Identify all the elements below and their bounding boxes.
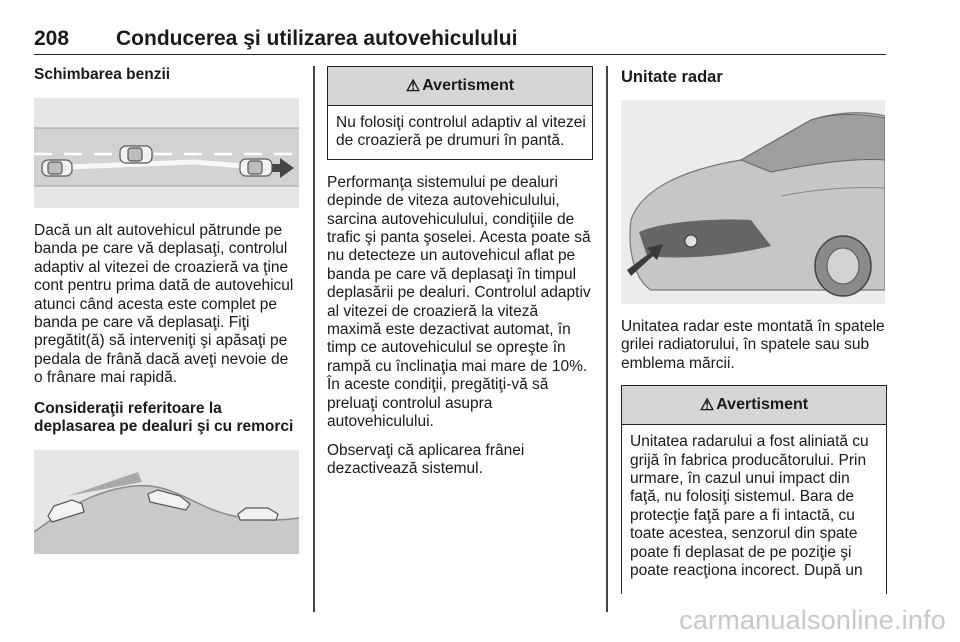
column-3 — [621, 66, 887, 594]
warning-box-radar — [621, 385, 887, 594]
brake-note-paragraph: Observaţi că aplicarea frânei dezactivează sistemul. — [327, 441, 525, 477]
lane-change-paragraph: Dacă un alt autovehicul pătrunde pe banda pe care vă deplasaţi, controlul adaptiv al vitezei de croazieră va ţine cont pentru prima dată de autovehicul atunci când acesta este complet pe banda pe care vă deplasaţi. Fiţi pregătit(ă) să interveniţi şi apăsaţi pe pedala de frână dacă aveţi nevoie de o frânare mai rapidă. — [34, 222, 294, 387]
warning-header — [328, 67, 592, 106]
warning-box-hills — [327, 66, 593, 160]
column-divider — [313, 66, 315, 612]
hill-performance-paragraph: Performanţa sistemului pe dealuri depinde de viteza autovehiculului, sarcina autovehiculului, condiţiile de trafic şi panta şoselei. Acesta poate să nu detecteze un autovehicul aflat pe banda pe care vă deplasaţi în timpul deplasării pe dealuri. Controlul adaptiv al vitezei de croazieră la viteză maximă este dezactivat automat, în timp ce autovehiculul se opreşte în rampă cu înclinaţia mai mare de 10%. În aceste condiţii, pregătiţi-vă să preluaţi controlul asupra autovehiculului. — [327, 173, 591, 431]
warning-triangle-icon: ⚠ — [699, 397, 715, 415]
warning-header — [622, 386, 886, 425]
column-divider — [606, 66, 608, 612]
page-header — [34, 24, 886, 55]
car-icon — [238, 508, 278, 520]
column-2 — [327, 66, 593, 478]
car-icon — [240, 159, 272, 176]
warning-title: Avertisment — [716, 396, 809, 414]
page-number: 208 — [34, 27, 70, 50]
warning-text: Nu folosiţi controlul adaptiv al vitezei de croazieră pe drumuri în pantă. — [336, 114, 586, 150]
section-heading-lane-change: Schimbarea benzii — [34, 66, 171, 83]
warning-triangle-icon: ⚠ — [405, 78, 421, 95]
warning-text: Unitatea radarului a fost aliniată cu grijă în fabrica producătorului. Prin urmare, în cazul unui impact din faţă, nu folosiţi sistemul. Bara de protecţie faţă pare a fi intactă, cu toate acestea, senzorul din spate poate fi deplasat de pe poziţie şi poate reacţiona incorect. După un — [630, 433, 869, 580]
section-heading-hills: Consideraţii referitoare la deplasarea pe dealuri şi cu remorci — [34, 399, 294, 435]
car-icon — [120, 146, 152, 163]
warning-title: Avertisment — [422, 77, 515, 94]
radar-unit-car-illustration — [621, 100, 885, 304]
hill-driving-illustration — [34, 450, 299, 554]
column-1 — [34, 66, 299, 554]
section-heading-radar: Unitate radar — [621, 68, 723, 86]
lane-change-illustration — [34, 98, 299, 208]
watermark: carmanualsonline.info — [679, 605, 946, 635]
radar-location-paragraph: Unitatea radar este montată în spatele grilei radiatorului, în spatele sau sub emblema mărcii. — [621, 318, 885, 372]
car-icon — [42, 160, 72, 176]
page-title: Conducerea şi utilizarea autovehiculului — [116, 27, 518, 50]
